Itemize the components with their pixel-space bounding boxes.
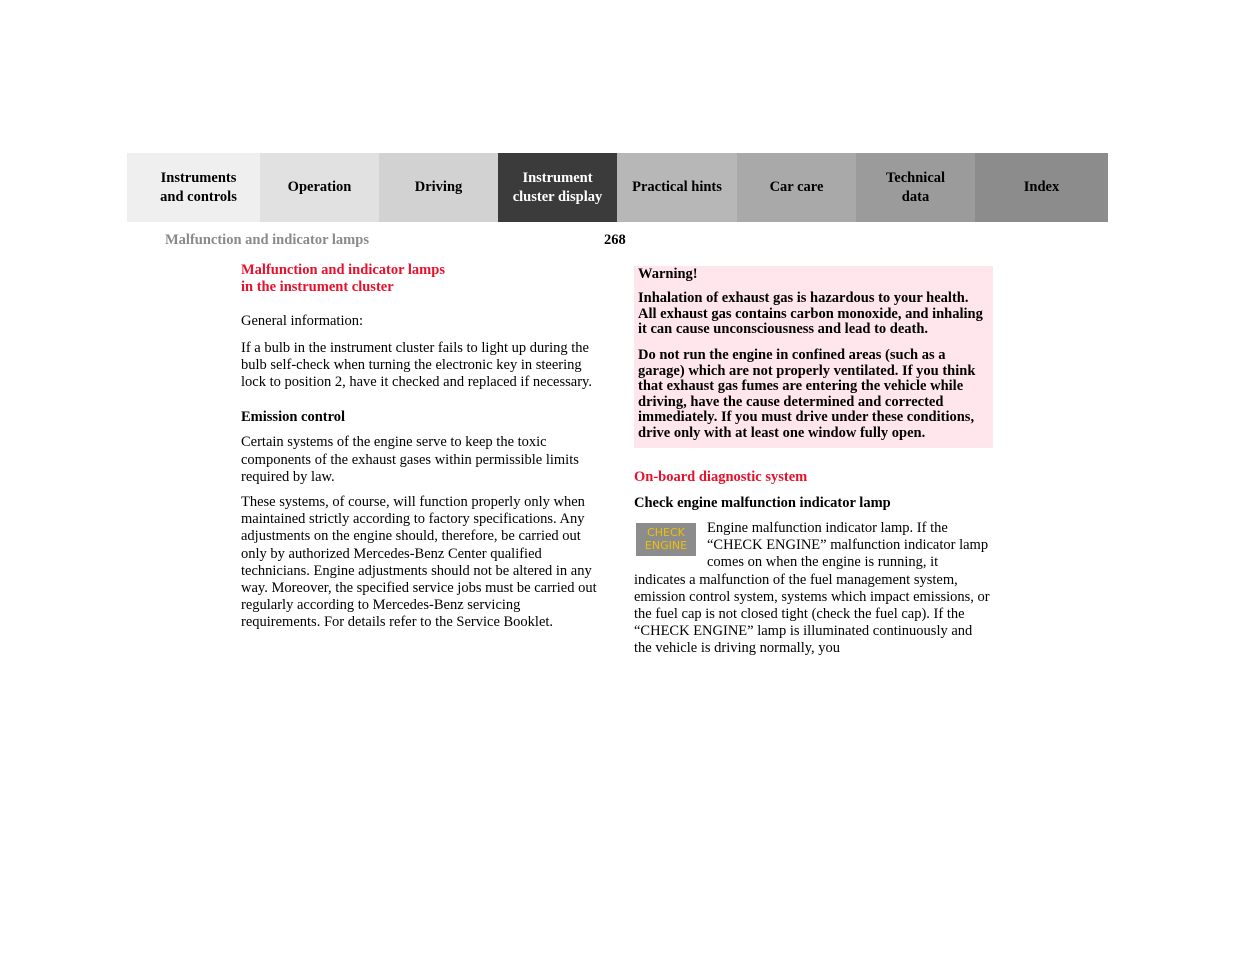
emission-paragraph-2: These systems, of course, will function properly only when maintained strictly according to factory specifications. Any adjustments on the engine should, therefore, be carried out only by authorized Mercedes-Benz Center qualified technicians. Engine adjustments should not be altered in any way. Moreover, the specified service jobs must be carried out regularly according to Mercedes-Benz servicing requirements. For details refer to the Service Booklet. — [241, 494, 597, 631]
right-column — [634, 266, 993, 658]
check-engine-lamp-icon — [636, 523, 696, 556]
malfunction-lamps-heading: Malfunction and indicator lamps in the instrument cluster — [241, 262, 445, 296]
lamp-icon-line-2: ENGINE — [644, 539, 688, 553]
tab-instruments-and-controls[interactable]: Instruments and controls — [127, 153, 260, 222]
tab-index[interactable]: Index — [975, 153, 1108, 222]
page-number: 268 — [604, 232, 626, 248]
obd-heading: On-board diagnostic system — [634, 468, 808, 485]
chapter-tabs — [127, 153, 1108, 222]
tab-car-care[interactable]: Car care — [737, 153, 856, 222]
general-information-label: General information: — [241, 313, 363, 330]
lamp-icon-line-1: CHECK — [647, 526, 685, 540]
emission-control-heading: Emission control — [241, 409, 346, 426]
warning-paragraph-1: Inhalation of exhaust gas is hazardous to your health. All exhaust gas contains carbon monoxide, and inhaling it can cause unconsciousness and lead to death. — [638, 290, 983, 338]
tab-practical-hints[interactable]: Practical hints — [617, 153, 737, 222]
section-title: Malfunction and indicator lamps — [165, 232, 369, 248]
check-engine-paragraph: Engine malfunction indicator lamp. If the “CHECK ENGINE” malfunction indicator lamp comes on when the engine is running, it indicates a malfunction of the fuel management system, emission control system, systems which impact emissions, or the fuel cap is not closed tight (check the fuel cap). If the “CHECK ENGINE” lamp is illuminated continuously and the vehicle is driving normally, you — [634, 519, 990, 657]
tab-driving[interactable]: Driving — [379, 153, 498, 222]
tab-technical-data[interactable]: Technical data — [856, 153, 975, 222]
left-column — [241, 262, 601, 632]
warning-box — [634, 266, 993, 448]
warning-paragraph-2: Do not run the engine in confined areas (such as a garage) which are not properly ventilated. If you think that exhaust gas fumes are entering the vehicle while driving, have the cause determined and corrected immediately. If you must drive under these conditions, drive only with at least one window fully open. — [638, 346, 976, 441]
tab-operation[interactable]: Operation — [260, 153, 379, 222]
emission-paragraph-1: Certain systems of the engine serve to keep the toxic components of the exhaust gases within permissible limits required by law. — [241, 434, 579, 485]
bulb-check-paragraph: If a bulb in the instrument cluster fails to light up during the bulb self-check when turning the electronic key in steering lock to position 2, have it checked and replaced if necessary. — [241, 339, 592, 391]
warning-title: Warning! — [638, 266, 698, 282]
check-engine-section — [634, 520, 993, 658]
check-engine-heading: Check engine malfunction indicator lamp — [634, 494, 891, 511]
tab-instrument-cluster-display[interactable]: Instrument cluster display — [498, 153, 617, 222]
